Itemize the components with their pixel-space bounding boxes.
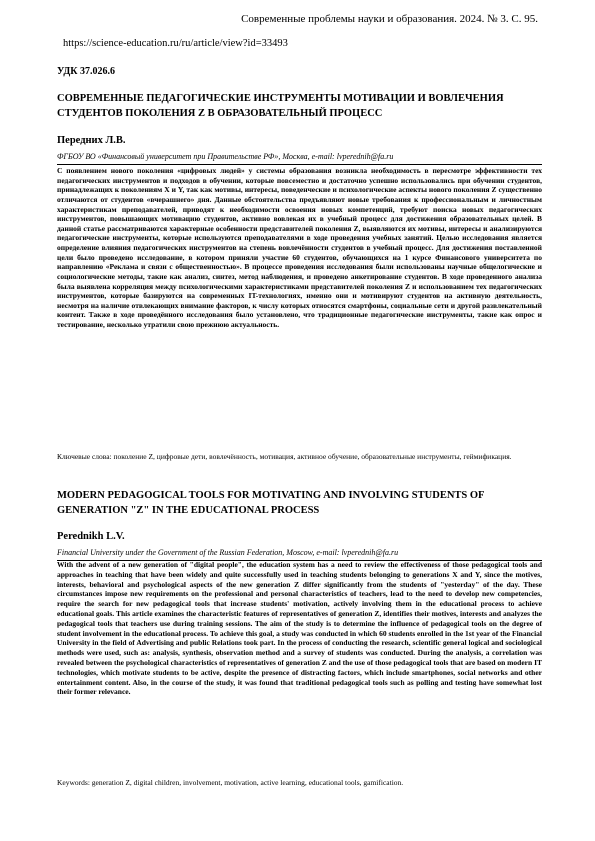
title-ru: СОВРЕМЕННЫЕ ПЕДАГОГИЧЕСКИЕ ИНСТРУМЕНТЫ МОТИВАЦИИ И ВОВЛЕЧЕНИЯ СТУДЕНТОВ ПОКОЛЕНИЯ Z В ОБРАЗОВАТЕЛЬНЫЙ ПРОЦЕСС — [57, 93, 504, 119]
keywords-en: Keywords: generation Z, digital children, involvement, motivation, active learning, educational tools, gamification. — [57, 778, 404, 787]
affiliation-ru: ФГБОУ ВО «Финансовый университет при Правительстве РФ», Москва, e-mail: lvperednih@fa.ru — [57, 152, 542, 165]
journal-citation: Современные проблемы науки и образования. 2024. № 3. С. 95. — [241, 13, 538, 25]
abstract-en: With the advent of a new generation of "digital people", the education system has a need to review the effectiveness of those pedagogical tools and approaches in teaching that have been widely and quite successfully used in teaching students belonging to generations X and Y, since the motives, interests, behavioral and psychological aspects of the new generation Z differ significantly from the students of "yesterday" of the day. These circumstances impose new requirements on the professional and personal characteristics of teachers, lead to the need to develop new competencies, require the search for new pedagogical tools that increase students' motivation, actively involving them in the educational process to achieve educational goals. This article examines the characteristic features of representatives of generation Z, identifies their motives, interests and analyzes the pedagogical tools that teachers use during training sessions. The aim of the study is to determine the influence of pedagogical tools on the degree of student involvement in the educational process. To achieve this goal, a study was conducted in which 60 students enrolled in the 1st year of the Financial University in the field of Advertising and public Relations took part. In the process of conducting the research, scientific general logical and sociological methods were used, such as: analysis, synthesis, observation method and a survey of students was conducted. During the analysis, a correlation was revealed between the psychological characteristics of representatives of generation Z and the use of those pedagogical tools that are based on modern IT technologies, which motivate students to be active, despite the presence of distracting factors, which include smartphones, social networks and other entertainment content. Also, in the course of the study, it was found that traditional pedagogical tools such as polling and testing have somewhat lost their former relevance. — [57, 560, 542, 697]
abstract-ru: С появлением нового поколения «цифровых людей» у системы образования возникла необходимость в пересмотре эффективности тех педагогических инструментов и подходов в обучении, которые повсеместно и достаточно успешно использовались при обучении студентов, принадлежащих к поколениям X и Y, так как мотивы, интересы, поведенческие и психологические аспекты нового поколения Z существенно отличаются от студентов «вчерашнего» дня. Данные обстоятельства предъявляют новые требования к профессиональным и личностным характеристикам преподавателей, приводят к необходимости освоения новых компетенций, требуют поиска новых педагогических инструментов, повышающих мотивацию студентов, активно вовлекая их в учебный процесс для достижения образовательных целей. В данной статье рассматриваются характерные особенности представителей поколения Z, выявляются их мотивы, интересы и анализируются педагогические инструменты, которые используются преподавателями в ходе проведения учебных занятий. Целью исследования является определение влияния педагогических инструментов на степень вовлечённости студентов в учебный процесс. Для достижения поставленной цели было проведено исследование, в котором приняли участие 60 студентов, обучающихся на 1 курсе Финансового университета по направлению «Реклама и связи с общественностью». В процессе проведения исследования были использованы научные общелогические и социологические методы, такие как анализ, синтез, метод наблюдения, и проведено анкетирование студентов. В ходе проведенного анализа была выявлена корреляция между психологическими характеристиками представителей поколения Z и использованием тех педагогических инструментов, которые базируются на современных IT-технологиях, именно они и мотивируют студентов на активную деятельность, несмотря на наличие отвлекающих внимание факторов, к числу которых относятся смартфоны, социальные сети и другой развлекательный контент. Также в ходе проведённого исследования было установлено, что традиционные педагогические инструменты, такие как опрос и тестирование, несколько утратили свою прежнюю актуальность. — [57, 166, 542, 329]
affiliation-en: Financial University under the Government of the Russian Federation, Moscow, e-mail: lvperednih@fa.ru — [57, 548, 542, 561]
udk-code: УДК 37.026.6 — [57, 66, 115, 77]
title-en: MODERN PEDAGOGICAL TOOLS FOR MOTIVATING AND INVOLVING STUDENTS OF GENERATION "Z" IN THE EDUCATIONAL PROCESS — [57, 490, 485, 516]
keywords-ru: Ключевые слова: поколение Z, цифровые дети, вовлечённость, мотивация, активное обучение, образовательные инструменты, геймификация. — [57, 452, 512, 461]
article-url[interactable]: https://science-education.ru/ru/article/view?id=33493 — [63, 38, 288, 49]
author-ru: Передних Л.В. — [57, 135, 126, 146]
author-en: Perednikh L.V. — [57, 531, 125, 542]
